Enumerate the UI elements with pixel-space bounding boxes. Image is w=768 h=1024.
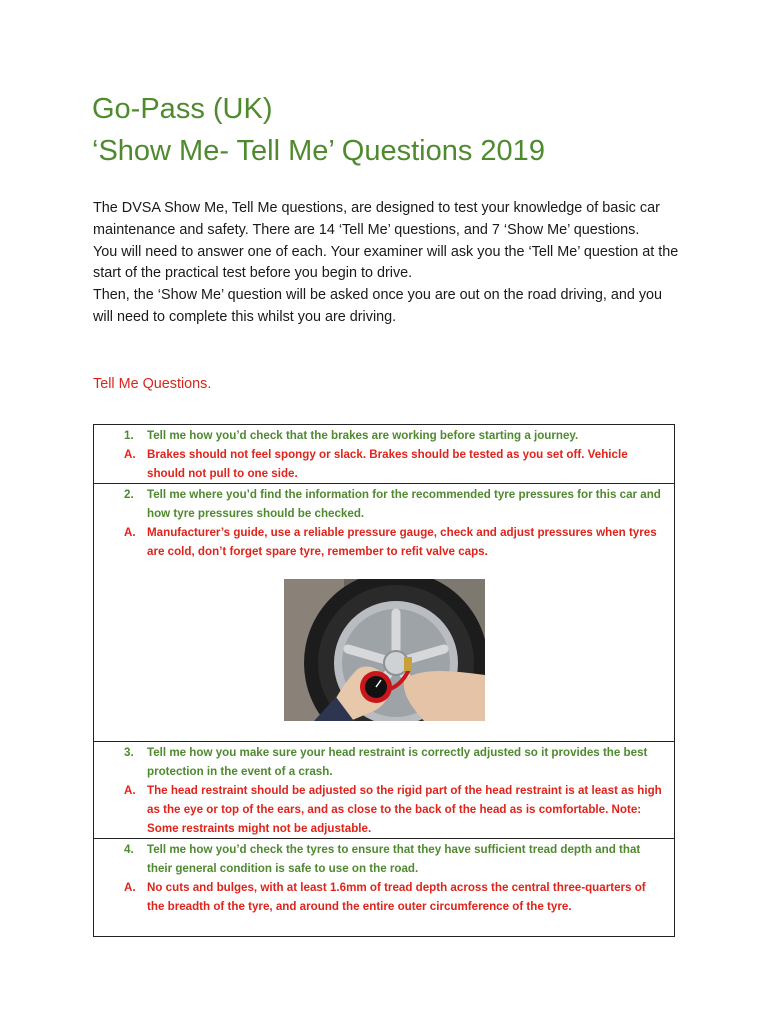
answer-2: [94, 523, 674, 561]
answer-label: A.: [124, 448, 136, 461]
answer-text: The head restraint should be adjusted so the rigid part of the head restraint is at least as high as the eye or top of the ears, and as close to the back of the head as is comfortable. Note: Some restraints might not be adjustable.: [147, 784, 662, 835]
intro-text: [93, 198, 685, 329]
question-text: Tell me how you’d check the tyres to ensure that they have sufficient tread depth and that their general condition is safe to use on the road.: [147, 843, 641, 875]
answer-text: Brakes should not feel spongy or slack. Brakes should be tested as you set off. Vehicle should not pull to one side.: [147, 448, 628, 480]
question-2: [94, 485, 674, 523]
page-title: [92, 88, 545, 172]
answer-text: No cuts and bulges, with at least 1.6mm of tread depth across the central three-quarters of the breadth of the tyre, and around the entire outer circumference of the tyre.: [147, 881, 646, 913]
questions-table: [93, 424, 675, 937]
question-text: Tell me how you’d check that the brakes are working before starting a journey.: [147, 429, 579, 442]
title-line-1: Go-Pass (UK): [92, 93, 273, 125]
question-cell-4: [94, 839, 675, 937]
table-row: [94, 484, 675, 742]
question-4: [94, 840, 674, 878]
question-3: [94, 743, 674, 781]
question-cell-3: [94, 742, 675, 839]
table-row: [94, 839, 675, 937]
answer-label: A.: [124, 784, 136, 797]
intro-paragraph-3: Then, the ‘Show Me’ question will be asked once you are out on the road driving, and you will need to complete this whilst you are driving.: [93, 287, 663, 325]
table-row: [94, 425, 675, 484]
question-number: 2.: [124, 488, 134, 501]
tyre-pressure-photo: [284, 579, 485, 721]
question-cell-1: [94, 425, 675, 484]
answer-1: [94, 445, 674, 483]
answer-3: [94, 781, 674, 838]
question-text: Tell me how you make sure your head restraint is correctly adjusted so it provides the best protection in the event of a crash.: [147, 746, 648, 778]
question-text: Tell me where you’d find the information for the recommended tyre pressures for this car and how tyre pressures should be checked.: [147, 488, 661, 520]
answer-label: A.: [124, 526, 136, 539]
title-line-2: ‘Show Me- Tell Me’ Questions 2019: [92, 135, 545, 167]
question-number: 3.: [124, 746, 134, 759]
question-1: [94, 426, 674, 445]
answer-4: [94, 878, 674, 916]
question-number: 4.: [124, 843, 134, 856]
question-cell-2: [94, 484, 675, 742]
section-heading: Tell Me Questions.: [93, 376, 212, 392]
answer-text: Manufacturer’s guide, use a reliable pressure gauge, check and adjust pressures when tyres are cold, don’t forget spare tyre, remember to refit valve caps.: [147, 526, 657, 558]
intro-paragraph-2: You will need to answer one of each. Your examiner will ask you the ‘Tell Me’ question at the start of the practical test before you begin to drive.: [93, 243, 679, 282]
table-row: [94, 742, 675, 839]
answer-label: A.: [124, 881, 136, 894]
intro-paragraph-1: The DVSA Show Me, Tell Me questions, are designed to test your knowledge of basic car maintenance and safety. There are 14 ‘Tell Me’ questions, and 7 ‘Show Me’ questions.: [93, 200, 660, 238]
question-number: 1.: [124, 429, 134, 442]
